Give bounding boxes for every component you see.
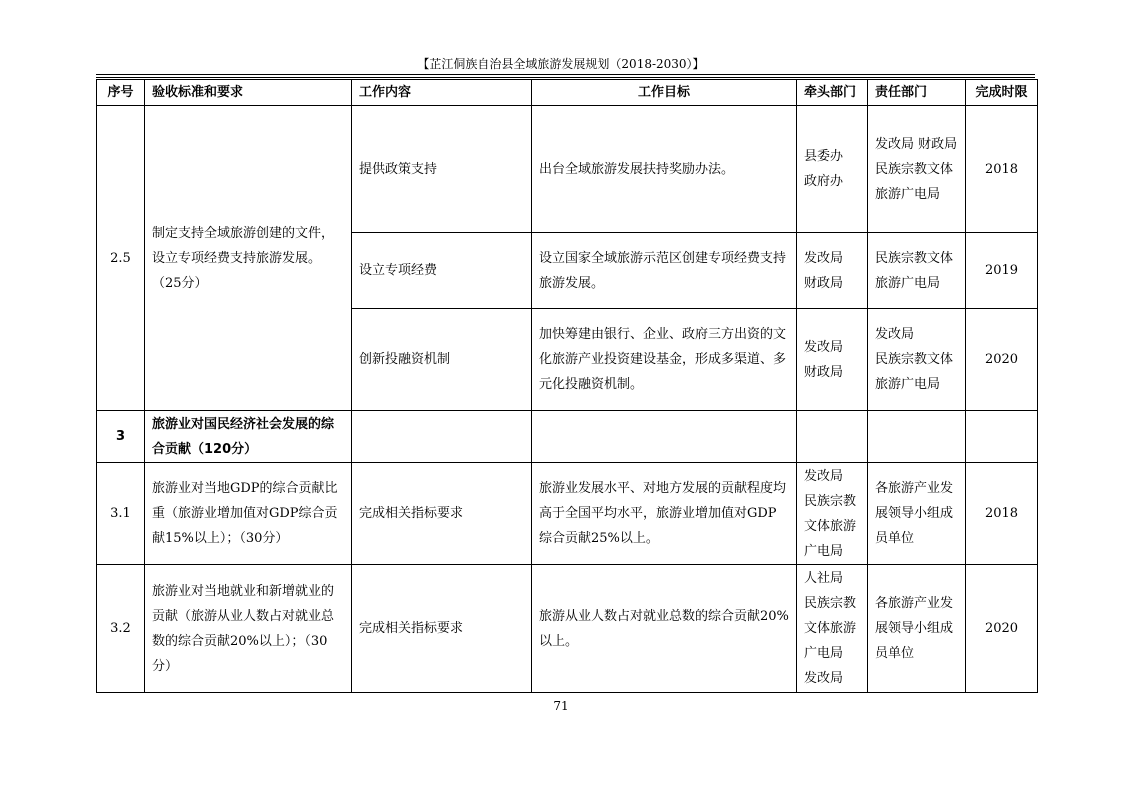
- page-header: 【芷江侗族自治县全域旅游发展规划（2018-2030）】: [417, 57, 705, 71]
- acceptance-table: [96, 79, 1038, 693]
- lead-dept-cell: 人社局 民族宗教文体旅游广电局 发改局: [797, 565, 868, 693]
- content-cell: 完成相关指标要求: [352, 565, 532, 693]
- goal-cell: 旅游从业人数占对就业总数的综合贡献20%以上。: [532, 565, 797, 693]
- row-number: 2.5: [97, 106, 145, 411]
- content-cell: 提供政策支持: [352, 106, 532, 233]
- deadline-cell: 2019: [966, 233, 1038, 309]
- section-row: [97, 411, 1038, 463]
- deadline-cell: 2018: [966, 463, 1038, 565]
- table-row: [97, 106, 1038, 233]
- empty-cell: [532, 411, 797, 463]
- lead-dept-cell: 发改局 民族宗教文体旅游广电局: [797, 463, 868, 565]
- col-header-resp-dept: 责任部门: [868, 80, 966, 106]
- page-number: 71: [553, 699, 569, 713]
- row-number: 3.1: [97, 463, 145, 565]
- criteria-cell: 旅游业对当地就业和新增就业的贡献（旅游从业人数占对就业总数的综合贡献20%以上）；（30分）: [145, 565, 352, 693]
- row-number: 3.2: [97, 565, 145, 693]
- deadline-cell: 2020: [966, 565, 1038, 693]
- table-row: [97, 565, 1038, 693]
- resp-dept-cell: 各旅游产业发展领导小组成员单位: [868, 565, 966, 693]
- resp-dept-cell: 发改局 财政局 民族宗教文体旅游广电局: [868, 106, 966, 233]
- resp-dept-cell: 发改局 民族宗教文体旅游广电局: [868, 309, 966, 411]
- content-cell: 创新投融资机制: [352, 309, 532, 411]
- col-header-content: 工作内容: [352, 80, 532, 106]
- table-row: [97, 463, 1038, 565]
- goal-cell: 设立国家全域旅游示范区创建专项经费支持旅游发展。: [532, 233, 797, 309]
- col-header-no: 序号: [97, 80, 145, 106]
- col-header-criteria: 验收标准和要求: [145, 80, 352, 106]
- goal-cell: 旅游业发展水平、对地方发展的贡献程度均高于全国平均水平，旅游业增加值对GDP综合贡献25%以上。: [532, 463, 797, 565]
- lead-dept-cell: 县委办 政府办: [797, 106, 868, 233]
- empty-cell: [966, 411, 1038, 463]
- lead-dept-cell: 发改局 财政局: [797, 309, 868, 411]
- deadline-cell: 2020: [966, 309, 1038, 411]
- table-header-row: [97, 80, 1038, 106]
- resp-dept-cell: 各旅游产业发展领导小组成员单位: [868, 463, 966, 565]
- empty-cell: [868, 411, 966, 463]
- empty-cell: [797, 411, 868, 463]
- empty-cell: [352, 411, 532, 463]
- criteria-cell: 旅游业对当地GDP的综合贡献比重（旅游业增加值对GDP综合贡献15%以上）；（30分）: [145, 463, 352, 565]
- lead-dept-cell: 发改局 财政局: [797, 233, 868, 309]
- header-rule-thick: [96, 74, 1035, 75]
- goal-cell: 出台全域旅游发展扶持奖励办法。: [532, 106, 797, 233]
- section-title: 旅游业对国民经济社会发展的综合贡献（120分）: [145, 411, 352, 463]
- content-cell: 设立专项经费: [352, 233, 532, 309]
- deadline-cell: 2018: [966, 106, 1038, 233]
- col-header-lead-dept: 牵头部门: [797, 80, 868, 106]
- col-header-deadline: 完成时限: [966, 80, 1038, 106]
- header-rule-thin: [96, 77, 1035, 78]
- goal-cell: 加快筹建由银行、企业、政府三方出资的文化旅游产业投资建设基金，形成多渠道、多元化投融资机制。: [532, 309, 797, 411]
- section-number: 3: [97, 411, 145, 463]
- col-header-goal: 工作目标: [532, 80, 797, 106]
- content-cell: 完成相关指标要求: [352, 463, 532, 565]
- resp-dept-cell: 民族宗教文体旅游广电局: [868, 233, 966, 309]
- criteria-cell: 制定支持全域旅游创建的文件，设立专项经费支持旅游发展。（25分）: [145, 106, 352, 411]
